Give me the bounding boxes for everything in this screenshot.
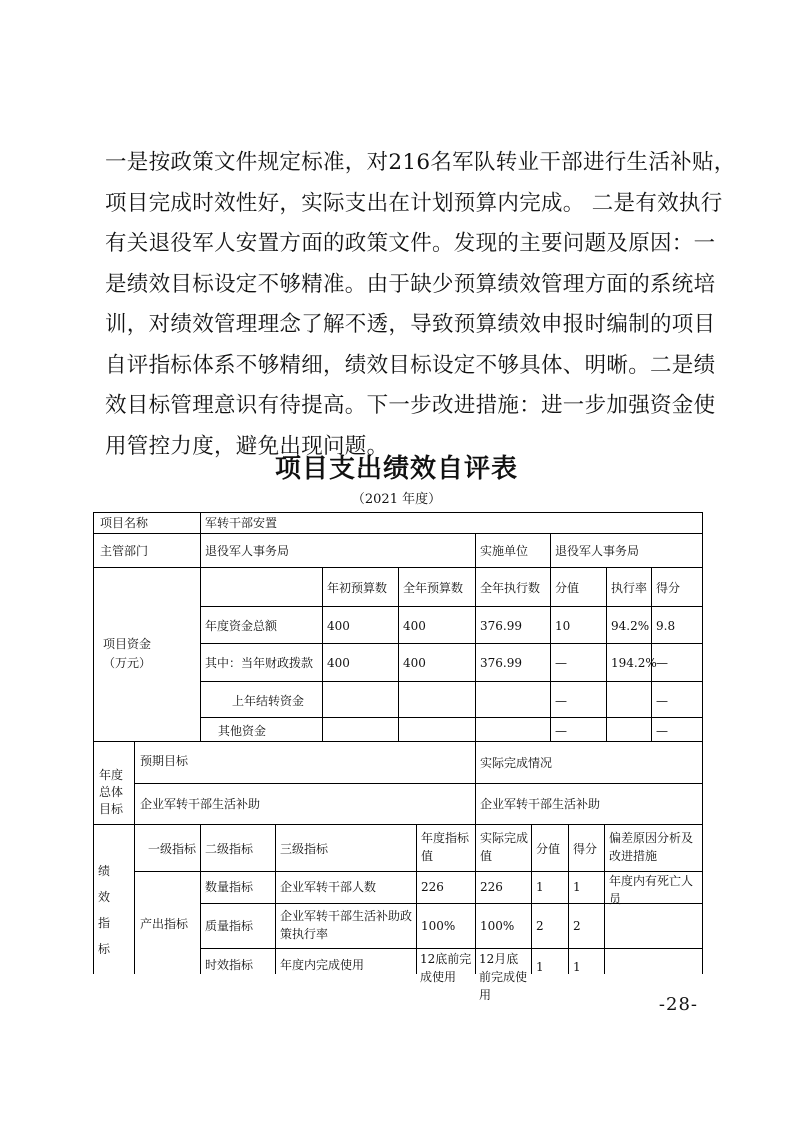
indicator-target: 12底前完成使用 <box>420 952 472 984</box>
department-label: 主管部门 <box>100 544 149 558</box>
expected-goal-label: 预期目标 <box>140 754 189 768</box>
indicators-side-label: 效 <box>97 890 110 904</box>
indicator-actual: 226 <box>480 880 503 894</box>
funds-cell: 400 <box>403 619 426 633</box>
indicator-header: 实际完成值 <box>480 831 529 863</box>
table-rule <box>651 567 652 741</box>
funds-label: 项目资金 <box>103 637 152 651</box>
indicator-score: 2 <box>573 919 581 933</box>
indicator-header: 三级指标 <box>280 842 329 856</box>
indicator-level3: 年度内完成使用 <box>280 958 365 972</box>
table-rule <box>200 681 702 682</box>
output-indicator-label: 产出指标 <box>140 917 189 931</box>
paragraph-line: 训，对绩效管理理念了解不透，导致预算绩效申报时编制的项目 <box>105 312 716 337</box>
funds-cell: 376.99 <box>480 619 522 633</box>
table-title: 项目支出绩效自评表 <box>274 454 518 484</box>
indicator-score: 1 <box>573 960 581 974</box>
table-rule <box>475 533 476 741</box>
project-name-label: 项目名称 <box>100 516 149 530</box>
funds-row-label: 上年结转资金 <box>232 694 305 708</box>
expected-goal-value: 企业军转干部生活补助 <box>140 797 261 811</box>
indicators-side-label: 标 <box>97 942 110 956</box>
funds-cell: — <box>656 724 668 738</box>
indicators-side-label: 绩 <box>97 864 110 878</box>
indicator-header: 一级指标 <box>148 842 197 856</box>
indicator-target: 100% <box>421 919 456 933</box>
funds-cell: 376.99 <box>480 656 522 670</box>
funds-header: 执行率 <box>611 581 648 595</box>
funds-cell: 10 <box>555 619 571 633</box>
indicator-level2: 数量指标 <box>205 880 254 894</box>
funds-unit-label: （万元） <box>103 656 152 670</box>
table-rule <box>568 824 569 974</box>
funds-row-label: 年度资金总额 <box>205 619 278 633</box>
funds-header: 分值 <box>555 581 580 595</box>
paragraph-line: 一是按政策文件规定标准，对216名军队转业干部进行生活补贴， <box>105 150 736 175</box>
funds-cell: — <box>656 656 668 670</box>
table-rule <box>416 824 417 974</box>
department-value: 退役军人事务局 <box>205 544 290 558</box>
table-rule <box>275 824 276 974</box>
funds-cell: 194.2% <box>611 656 657 670</box>
indicator-header: 二级指标 <box>205 842 254 856</box>
indicator-deviation: 年度内有死亡人员 <box>609 874 694 906</box>
funds-row-label: 其中：当年财政拨款 <box>205 656 314 670</box>
funds-cell: — <box>555 694 567 708</box>
table-rule <box>134 741 135 974</box>
project-name-value: 军转干部安置 <box>205 516 278 530</box>
table-rule <box>398 567 399 741</box>
table-rule <box>134 783 702 784</box>
paragraph-line: 是绩效目标设定不够精准。由于缺少预算绩效管理方面的系统培 <box>105 271 716 297</box>
funds-header: 年初预算数 <box>327 581 388 595</box>
indicator-header: 得分 <box>573 842 598 856</box>
indicator-score: 1 <box>573 880 581 894</box>
table-rule <box>93 824 702 825</box>
table-rule <box>200 643 702 644</box>
funds-row-label: 其他资金 <box>218 724 267 738</box>
indicator-score-value: 2 <box>536 919 544 933</box>
funds-header: 得分 <box>656 581 681 595</box>
indicator-header: 偏差原因分析及改进措施 <box>609 831 694 863</box>
implementing-unit-value: 退役军人事务局 <box>555 544 640 558</box>
table-rule <box>604 824 605 974</box>
table-rule <box>606 567 607 741</box>
funds-header: 全年预算数 <box>403 581 464 595</box>
indicators-side-label: 指 <box>97 916 110 930</box>
table-rule <box>475 741 476 824</box>
indicator-level2: 时效指标 <box>205 958 254 972</box>
table-rule <box>550 533 551 741</box>
funds-cell: 94.2% <box>611 619 650 633</box>
funds-cell: 400 <box>327 619 350 633</box>
funds-cell: 400 <box>327 656 350 670</box>
indicator-header: 年度指标值 <box>421 831 470 863</box>
actual-completion-value: 企业军转干部生活补助 <box>480 797 601 811</box>
paragraph-line: 有关退役军人安置方面的政策文件。发现的主要问题及原因：一 <box>105 231 716 256</box>
table-rule <box>475 824 476 974</box>
funds-cell: — <box>555 724 567 738</box>
indicator-level3: 企业军转干部人数 <box>280 880 377 894</box>
funds-cell: 400 <box>403 656 426 670</box>
funds-cell: 9.8 <box>656 619 676 633</box>
table-rule <box>322 567 323 741</box>
table-rule <box>200 512 201 741</box>
implementing-unit-label: 实施单位 <box>480 544 529 558</box>
indicator-target: 226 <box>421 880 444 894</box>
table-rule <box>93 741 702 742</box>
goals-label: 目标 <box>99 802 124 816</box>
table-rule <box>200 717 702 718</box>
table-rule <box>200 606 702 607</box>
table-rule <box>93 512 94 974</box>
page-number: -28- <box>658 994 698 1015</box>
indicator-level2: 质量指标 <box>205 919 254 933</box>
goals-label: 年度 <box>99 768 124 782</box>
funds-header: 全年执行数 <box>480 581 541 595</box>
funds-cell: — <box>656 694 668 708</box>
indicator-level3: 企业军转干部生活补助政策执行率 <box>280 909 413 941</box>
table-rule <box>702 512 703 974</box>
indicator-actual: 100% <box>480 919 515 933</box>
goals-label: 总体 <box>99 785 124 799</box>
indicator-score-value: 1 <box>536 960 544 974</box>
table-rule <box>200 824 201 974</box>
paragraph-line: 项目完成时效性好，实际支出在计划预算内完成。 二是有效执行 <box>105 190 723 216</box>
paragraph-line: 用管控力度，避免出现问题。 <box>105 433 389 459</box>
body-paragraph <box>105 143 736 467</box>
indicator-score-value: 1 <box>536 880 544 894</box>
paragraph-line: 自评指标体系不够精细，绩效目标设定不够具体、明晰。二是绩 <box>105 352 716 378</box>
table-rule <box>93 533 702 534</box>
table-subtitle: （2021 年度） <box>351 492 442 507</box>
funds-cell: — <box>555 656 567 670</box>
actual-completion-label: 实际完成情况 <box>480 756 553 770</box>
table-rule <box>531 824 532 974</box>
indicator-actual: 12月底前完成使用 <box>479 952 528 1002</box>
indicator-header: 分值 <box>536 842 561 856</box>
paragraph-line: 效目标管理意识有待提高。下一步改进措施：进一步加强资金使 <box>105 393 716 418</box>
table-rule <box>93 512 702 513</box>
